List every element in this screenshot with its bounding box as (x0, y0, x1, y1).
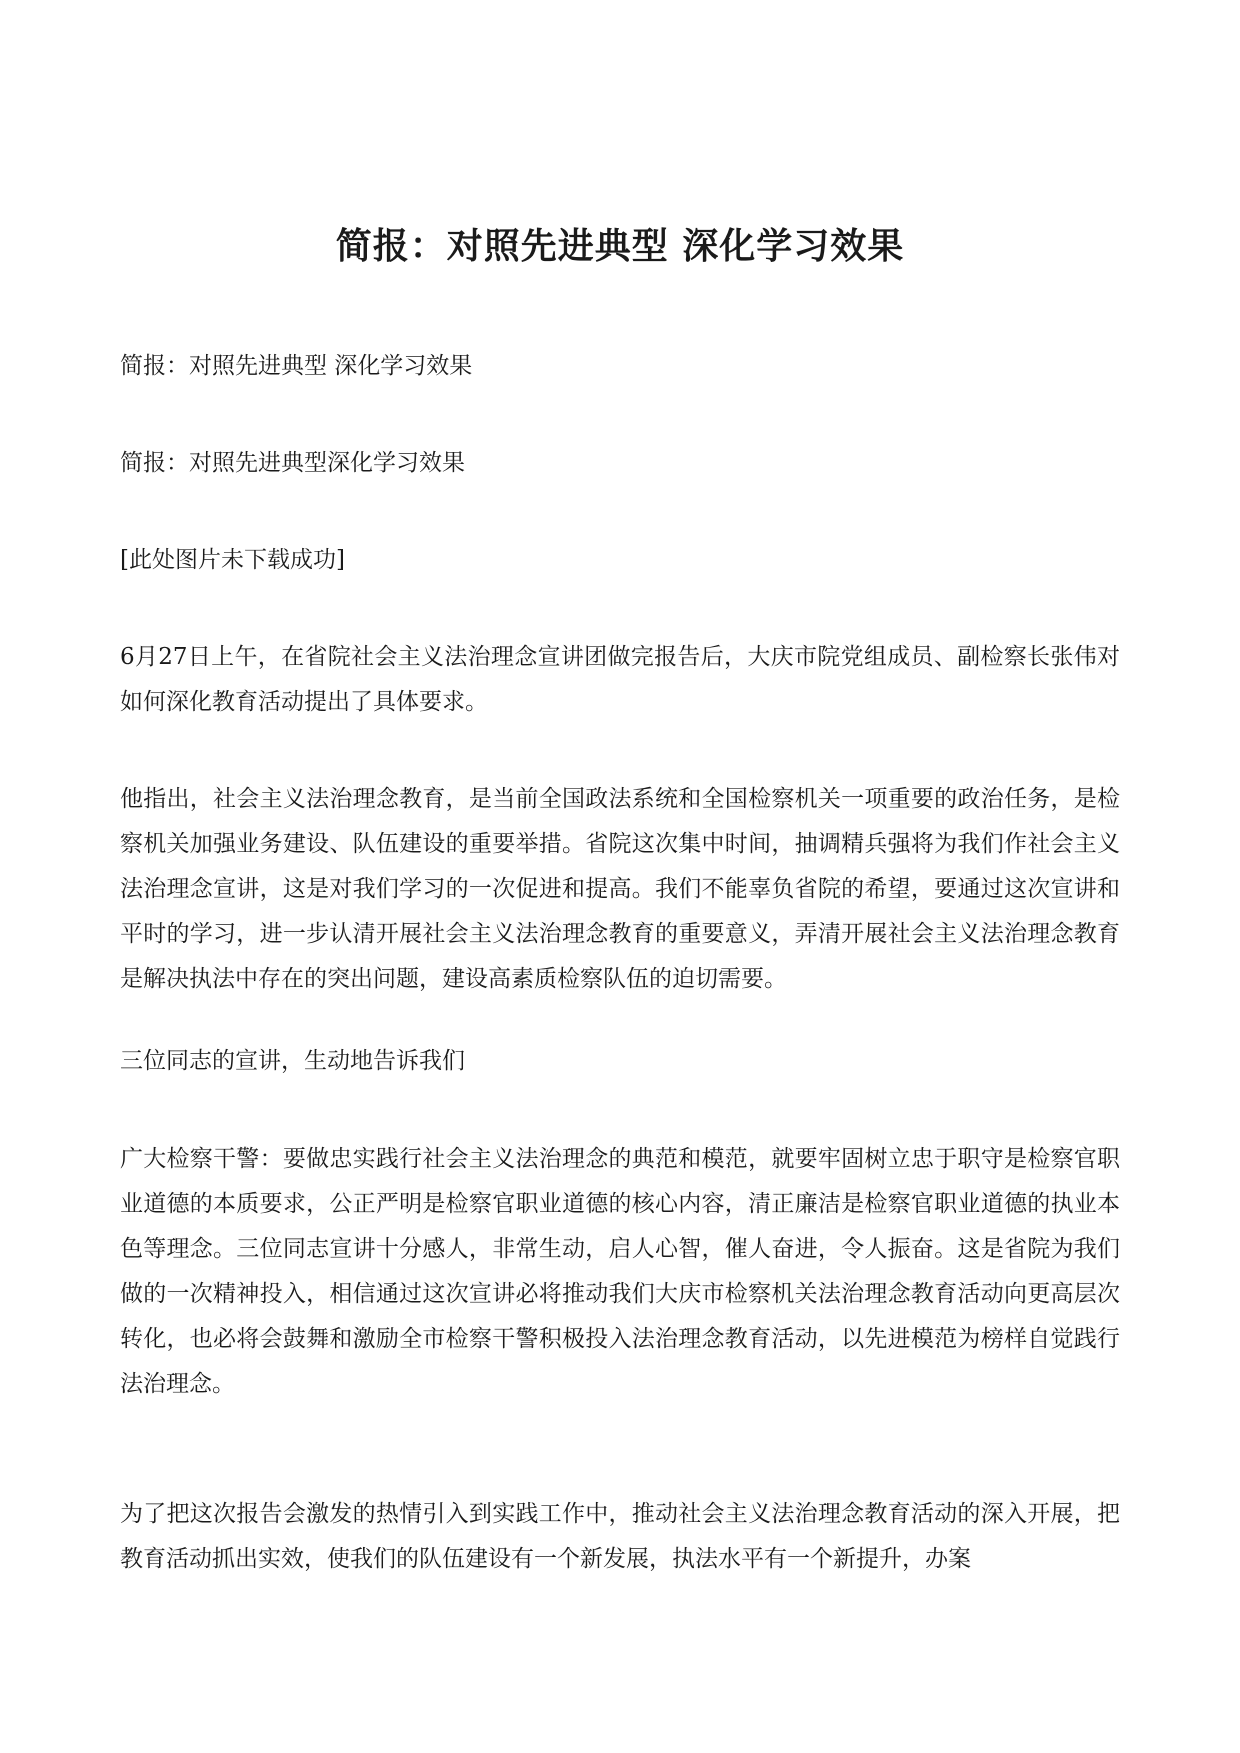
paragraph-intro: 6月27日上午，在省院社会主义法治理念宣讲团做完报告后，大庆市院党组成员、副检察长张伟对如何深化教育活动提出了具体要求。 (120, 644, 1120, 715)
paragraph-speech: 他指出，社会主义法治理念教育，是当前全国政法系统和全国检察机关一项重要的政治任务，是检察机关加强业务建设、队伍建设的重要举措。省院这次集中时间，抽调精兵强将为我们作社会主义法治理念宣讲，这是对我们学习的一次促进和提高。我们不能辜负省院的希望，要通过这次宣讲和平时的学习，进一步认清开展社会主义法治理念教育的重要意义，弄清开展社会主义法治理念教育是解决执法中存在的突出问题，建设高素质检察队伍的迫切需要。 (120, 786, 1120, 992)
document-title: 简报：对照先进典型 深化学习效果 (335, 225, 905, 267)
paragraph-officers: 广大检察干警：要做忠实践行社会主义法治理念的典范和模范，就要牢固树立忠于职守是检察官职业道德的本质要求，公正严明是检察官职业道德的核心内容，清正廉洁是检察官职业道德的执业本色等理念。三位同志宣讲十分感人，非常生动，启人心智，催人奋进，令人振奋。这是省院为我们做的一次精神投入，相信通过这次宣讲必将推动我们大庆市检察机关法治理念教育活动向更高层次转化，也必将会鼓舞和激励全市检察干警积极投入法治理念教育活动，以先进模范为榜样自觉践行法治理念。 (120, 1146, 1120, 1397)
paragraph-three-comrades: 三位同志的宣讲，生动地告诉我们 (120, 1048, 465, 1074)
paragraph-subtitle-1: 简报：对照先进典型 深化学习效果 (120, 353, 473, 379)
image-missing-placeholder: [此处图片未下载成功] (120, 547, 345, 573)
paragraph-practice: 为了把这次报告会激发的热情引入到实践工作中，推动社会主义法治理念教育活动的深入开展，把教育活动抓出实效，使我们的队伍建设有一个新发展，执法水平有一个新提升，办案 (120, 1501, 1120, 1572)
paragraph-subtitle-2: 简报：对照先进典型深化学习效果 (120, 450, 465, 476)
